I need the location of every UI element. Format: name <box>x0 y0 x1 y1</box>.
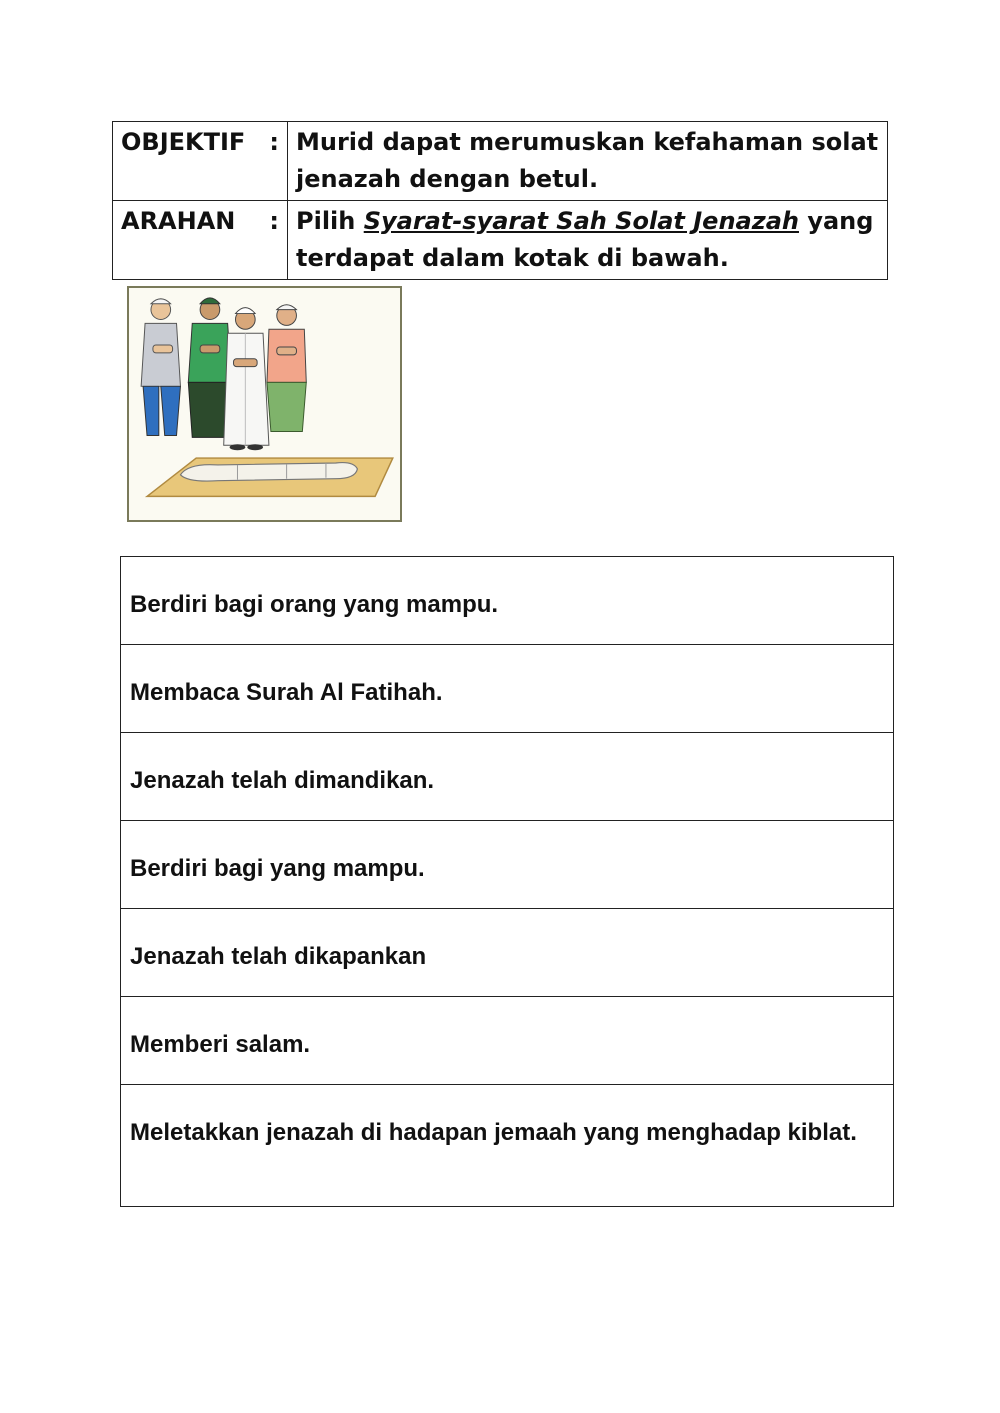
options-box <box>120 556 894 1207</box>
option-item[interactable]: Membaca Surah Al Fatihah. <box>121 645 893 733</box>
instruction-row <box>113 201 888 280</box>
info-table <box>112 121 888 280</box>
instruction-prefix: Pilih <box>296 207 364 235</box>
instruction-label: ARAHAN <box>121 207 236 235</box>
instruction-colon: : <box>269 207 279 235</box>
option-item[interactable]: Jenazah telah dikapankan <box>121 909 893 997</box>
objective-key-cell <box>113 122 288 201</box>
option-item[interactable]: Meletakkan jenazah di hadapan jemaah yang menghadap kiblat. <box>130 1119 857 1146</box>
instruction-key-cell <box>113 201 288 280</box>
instruction-emphasis: Syarat-syarat Sah Solat Jenazah <box>363 207 799 235</box>
instruction-suffix: yang terdapat dalam kotak di bawah. <box>296 207 874 272</box>
objective-row <box>113 122 888 201</box>
option-item[interactable]: Memberi salam. <box>121 997 893 1085</box>
option-item[interactable]: Jenazah telah dimandikan. <box>121 733 893 821</box>
funeral-prayer-drawing <box>129 288 400 520</box>
funeral-prayer-illustration <box>127 286 402 522</box>
instruction-text <box>288 201 888 280</box>
objective-label: OBJEKTIF <box>121 128 246 156</box>
objective-text: Murid dapat merumuskan kefahaman solat jenazah dengan betul. <box>288 122 888 201</box>
objective-colon: : <box>269 128 279 156</box>
option-item[interactable]: Berdiri bagi yang mampu. <box>121 821 893 909</box>
option-item[interactable]: Berdiri bagi orang yang mampu. <box>121 557 893 645</box>
